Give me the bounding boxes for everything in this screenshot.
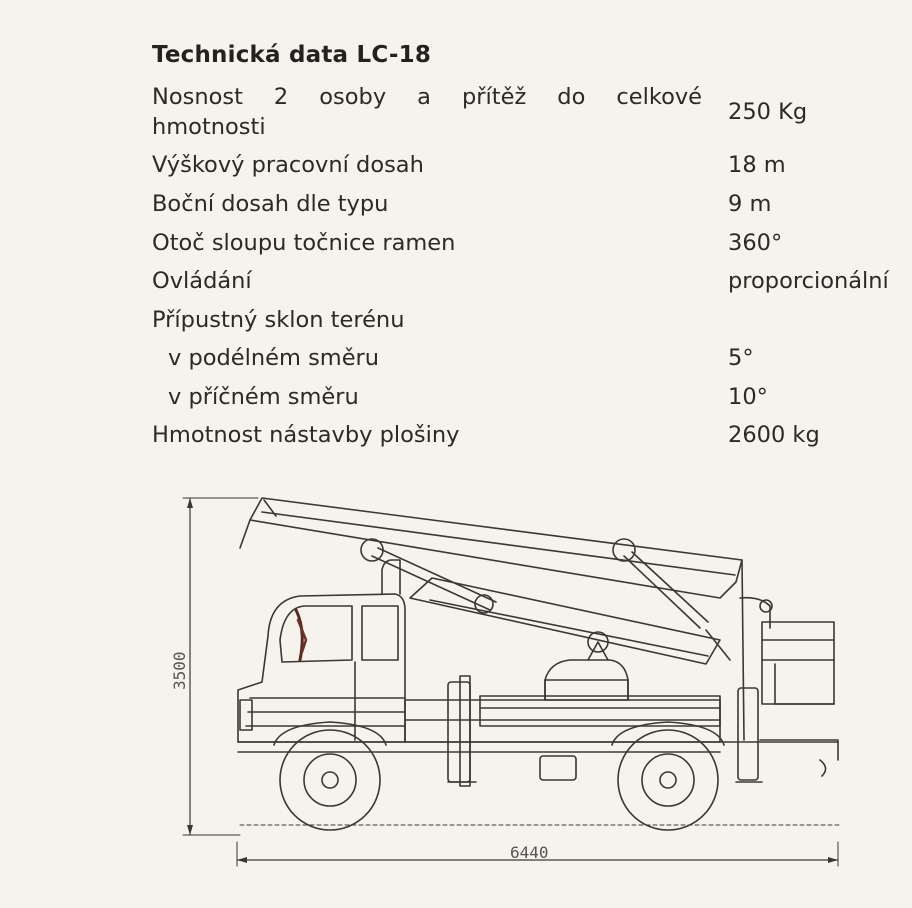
truck-cab — [238, 560, 405, 742]
spec-value-side-reach: 9 m — [728, 191, 772, 217]
spec-label-slope-transverse: v příčném směru — [168, 384, 359, 410]
spec-value-slope-longitudinal: 5° — [728, 345, 754, 371]
spec-label-rotation: Otoč sloupu točnice ramen — [152, 230, 456, 256]
length-dimension — [237, 842, 838, 866]
truck-chassis — [238, 660, 838, 780]
spec-label-side-reach: Boční dosah dle typu — [152, 191, 389, 217]
spec-value-control: proporcionální — [728, 268, 889, 294]
spec-value-payload: 250 Kg — [728, 99, 808, 125]
document-title: Technická data LC-18 — [152, 42, 432, 68]
spec-label-payload-line1: Nosnost 2 osoby a přítěž do celkové — [152, 84, 702, 110]
spec-label-superstructure-weight: Hmotnost nástavby plošiny — [152, 422, 460, 448]
spec-label-payload-line2: hmotnosti — [152, 114, 266, 140]
spec-label-control: Ovládání — [152, 268, 252, 294]
platform-basket — [740, 560, 838, 776]
height-dimension — [170, 498, 258, 835]
front-wheel — [274, 722, 386, 830]
spec-value-working-height: 18 m — [728, 152, 786, 178]
height-dimension-label: 3500 — [170, 651, 189, 690]
spec-label-slope: Přípustný sklon terénu — [152, 307, 405, 333]
length-dimension-label: 6440 — [510, 843, 549, 862]
outriggers — [448, 676, 762, 786]
spec-label-working-height: Výškový pracovní dosah — [152, 152, 424, 178]
spec-value-slope-transverse: 10° — [728, 384, 768, 410]
spec-value-rotation: 360° — [728, 230, 783, 256]
spec-label-slope-longitudinal: v podélném směru — [168, 345, 380, 371]
spec-value-superstructure-weight: 2600 kg — [728, 422, 820, 448]
rear-wheel — [612, 722, 724, 830]
truck-platform-drawing — [0, 480, 912, 908]
